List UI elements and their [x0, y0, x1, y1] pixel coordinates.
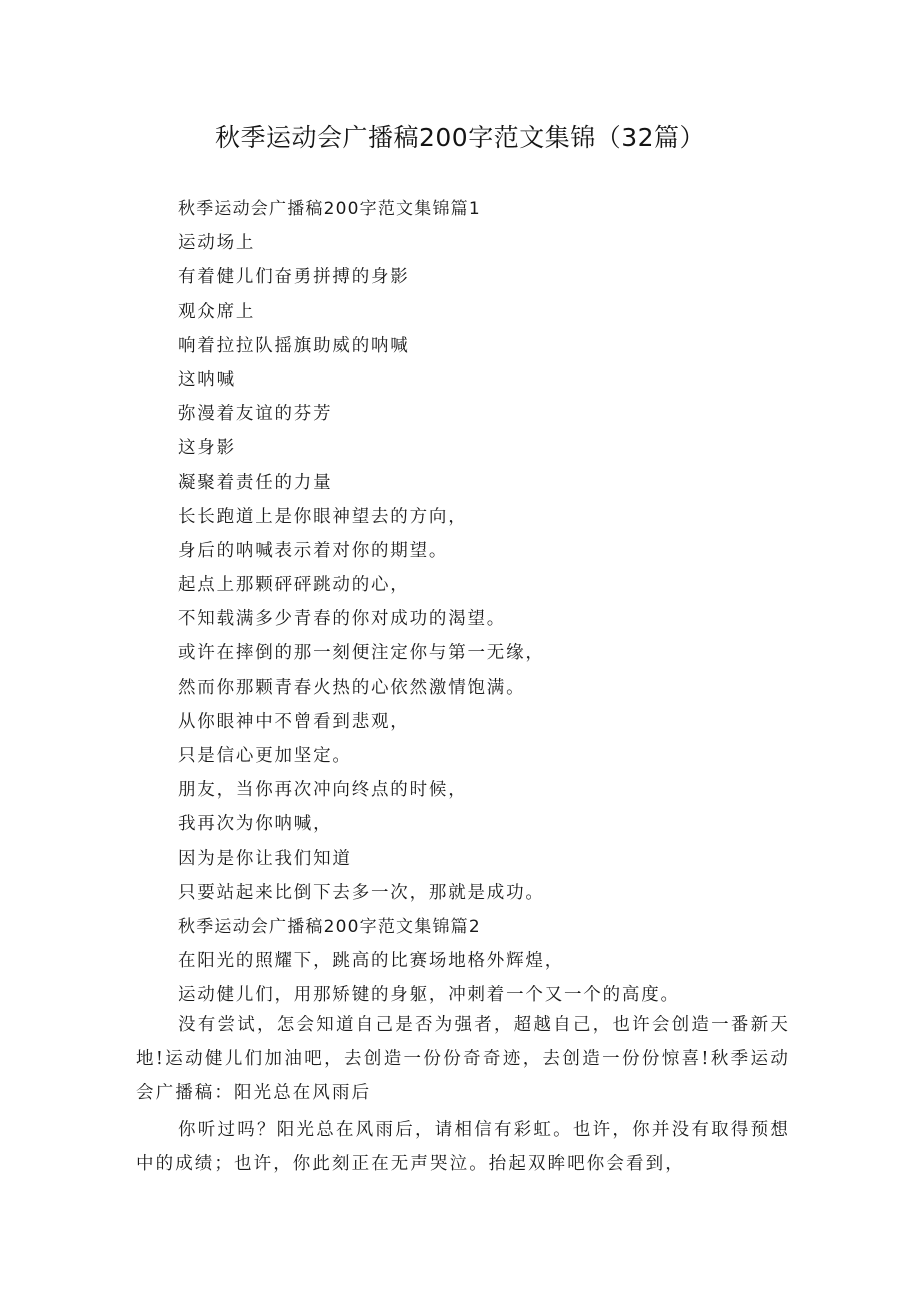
text-line: 在阳光的照耀下，跳高的比赛场地格外辉煌，	[178, 951, 564, 972]
text-line: 这呐喊	[178, 369, 236, 390]
text-line: 然而你那颗青春火热的心依然激情饱满。	[178, 677, 526, 698]
text-line: 不知载满多少青春的你对成功的渴望。	[178, 609, 507, 630]
text-line: 这身影	[178, 438, 236, 459]
text-line: 运动场上	[178, 233, 256, 254]
text-line: 从你眼神中不曾看到悲观，	[178, 711, 410, 732]
text-line: 起点上那颗砰砰跳动的心，	[178, 575, 410, 596]
text-line: 只是信心更加坚定。	[178, 746, 352, 766]
text-line: 因为是你让我们知道	[178, 848, 352, 869]
text-line: 我再次为你呐喊，	[178, 814, 333, 835]
section-heading: 秋季运动会广播稿200字范文集锦篇1	[178, 199, 481, 219]
body-paragraphs	[136, 1008, 790, 1183]
text-line: 弥漫着友谊的芬芳	[178, 404, 333, 425]
text-line: 或许在摔倒的那一刻便注定你与第一无缘，	[178, 643, 545, 664]
text-line: 运动健儿们，用那矫键的身躯，冲刺着一个又一个的高度。	[178, 985, 680, 1006]
document-title: 秋季运动会广播稿200字范文集锦（32篇）	[214, 123, 706, 152]
text-line: 身后的呐喊表示着对你的期望。	[178, 540, 449, 561]
text-line: 凝聚着责任的力量	[178, 472, 333, 493]
text-line: 观众席上	[178, 301, 256, 322]
text-line: 长长跑道上是你眼神望去的方向，	[178, 506, 468, 527]
text-line: 有着健儿们奋勇拼搏的身影	[178, 267, 410, 288]
text-line: 只要站起来比倒下去多一次，那就是成功。	[178, 882, 545, 903]
text-line: 响着拉拉队摇旗助威的呐喊	[178, 335, 410, 356]
body-paragraph: 没有尝试，怎会知道自己是否为强者，超越自己，也许会创造一番新天地!运动健儿们加油吧，去创造一份份奇奇迹，去创造一份份惊喜!秋季运动会广播稿：阳光总在风雨后	[136, 1015, 790, 1104]
text-line: 朋友，当你再次冲向终点的时候，	[178, 780, 468, 801]
body-paragraph: 你听过吗？阳光总在风雨后，请相信有彩虹。也许，你并没有取得预想中的成绩；也许，你此刻正在无声哭泣。抬起双眸吧你会看到，	[136, 1119, 790, 1174]
section-heading: 秋季运动会广播稿200字范文集锦篇2	[178, 916, 481, 937]
poem-lines	[178, 192, 798, 1013]
